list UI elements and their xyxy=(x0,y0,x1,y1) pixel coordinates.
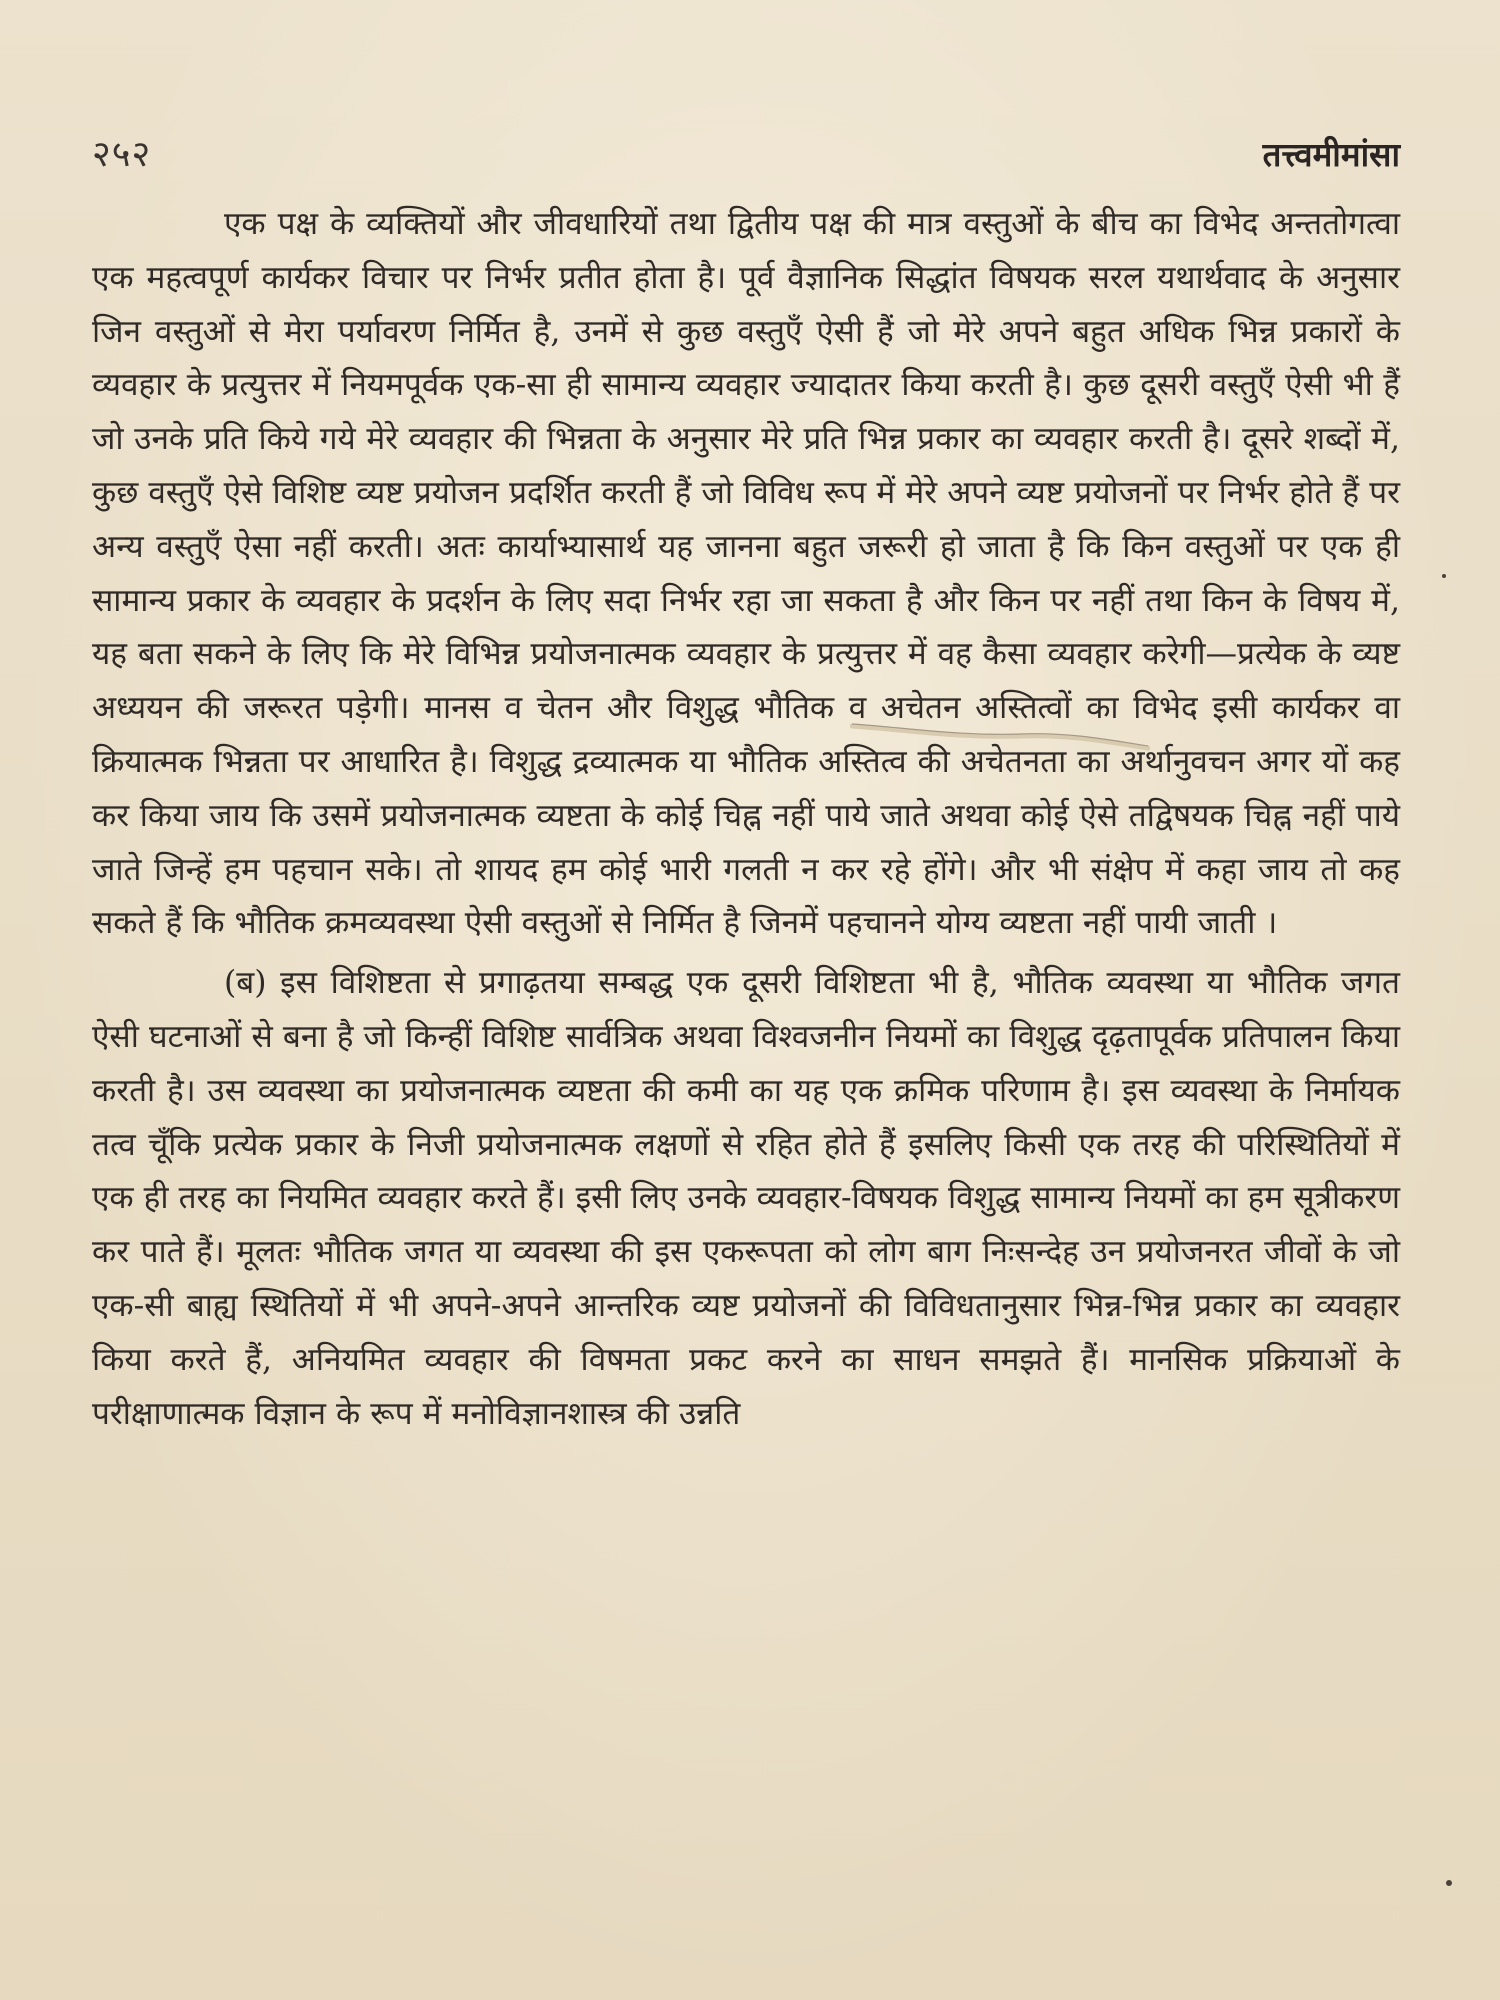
paragraph-2: (ब) इस विशिष्टता से प्रगाढ़तया सम्बद्ध एक दूसरी विशिष्टता भी है, भौतिक व्यवस्था या भौतिक जगत ऐसी घटनाओं से बना है जो किन्हीं विशिष्ट सार्वत्रिक अथवा विश्वजनीन नियमों का विशुद्ध दृढ़तापूर्वक प्रतिपालन किया करती है। उस व्यवस्था का प्रयोजनात्मक व्यष्टता की कमी का यह एक क्रमिक परिणाम है। इस व्यवस्था के निर्मायक तत्व चूँकि प्रत्येक प्रकार के निजी प्रयोजनात्मक लक्षणों से रहित होते हैं इसलिए किसी एक तरह की परिस्थितियों में एक ही तरह का नियमित व्यवहार करते हैं। इसी लिए उनके व्यवहार-विषयक विशुद्ध सामान्य नियमों का हम सूत्रीकरण कर पाते हैं। मूलतः भौतिक जगत या व्यवस्था की इस एकरूपता को लोग बाग निःसन्देह उन प्रयोजनरत जीवों के जो एक-सी बाह्य स्थितियों में भी अपने-अपने आन्तरिक व्यष्ट प्रयोजनों की विविधतानुसार भिन्न-भिन्न प्रकार का व्यवहार किया करते हैं, अनियमित व्यवहार की विषमता प्रकट करने का साधन समझते हैं। मानसिक प्रक्रियाओं के परीक्षाणात्मक विज्ञान के रूप में मनोविज्ञानशास्त्र की उन्नति xyxy=(92,965,1400,1432)
page-number: २५२ xyxy=(92,134,152,175)
page-header xyxy=(92,128,1400,184)
ink-speck xyxy=(1442,574,1446,578)
ink-speck xyxy=(1446,1880,1452,1886)
running-title: तत्त्वमीमांसा xyxy=(1262,135,1400,174)
paragraph-1: एक पक्ष के व्यक्तियों और जीवधारियों तथा द्वितीय पक्ष की मात्र वस्तुओं के बीच का विभेद अन्ततोगत्वा एक महत्वपूर्ण कार्यकर विचार पर निर्भर प्रतीत होता है। पूर्व वैज्ञानिक सिद्धांत विषयक सरल यथार्थवाद के अनुसार जिन वस्तुओं से मेरा पर्यावरण निर्मित है, उनमें से कुछ वस्तुएँ ऐसी हैं जो मेरे अपने बहुत अधिक भिन्न प्रकारों के व्यवहार के प्रत्युत्तर में नियमपूर्वक एक-सा ही सामान्य व्यवहार ज्यादातर किया करती है। कुछ दूसरी वस्तुएँ ऐसी भी हैं जो उनके प्रति किये गये मेरे व्यवहार की भिन्नता के अनुसार मेरे प्रति भिन्न प्रकार का व्यवहार करती है। दूसरे शब्दों में, कुछ वस्तुएँ ऐसे विशिष्ट व्यष्ट प्रयोजन प्रदर्शित करती हैं जो विविध रूप में मेरे अपने व्यष्ट प्रयोजनों पर निर्भर होते हैं पर अन्य वस्तुएँ ऐसा नहीं करती। अतः कार्याभ्यासार्थ यह जानना बहुत जरूरी हो जाता है कि किन वस्तुओं पर एक ही सामान्य प्रकार के व्यवहार के प्रदर्शन के लिए सदा निर्भर रहा जा सकता है और किन पर नहीं तथा किन के विषय में, यह बता सकने के लिए कि मेरे विभिन्न प्रयोजनात्मक व्यवहार के प्रत्युत्तर में वह कैसा व्यवहार करेगी—प्रत्येक के व्यष्ट अध्ययन की जरूरत पड़ेगी। मानस व चेतन और विशुद्ध भौतिक व अचेतन अस्तित्वों का विभेद इसी कार्यकर वा क्रियात्मक भिन्नता पर आधारित है। विशुद्ध द्रव्यात्मक या भौतिक अस्तित्व की अचेतनता का अर्थानुवचन अगर यों कह कर किया जाय कि उसमें प्रयोजनात्मक व्यष्टता के कोई चिह्न नहीं पाये जाते अथवा कोई ऐसे तद्विषयक चिह्न नहीं पाये जाते जिन्हें हम पहचान सके। तो शायद हम कोई भारी गलती न कर रहे होंगे। और भी संक्षेप में कहा जाय तो कह सकते हैं कि भौतिक क्रमव्यवस्था ऐसी वस्तुओं से निर्मित है जिनमें पहचानने योग्य व्यष्टता नहीं पायी जाती । xyxy=(92,206,1400,942)
body-text xyxy=(92,198,1400,1441)
